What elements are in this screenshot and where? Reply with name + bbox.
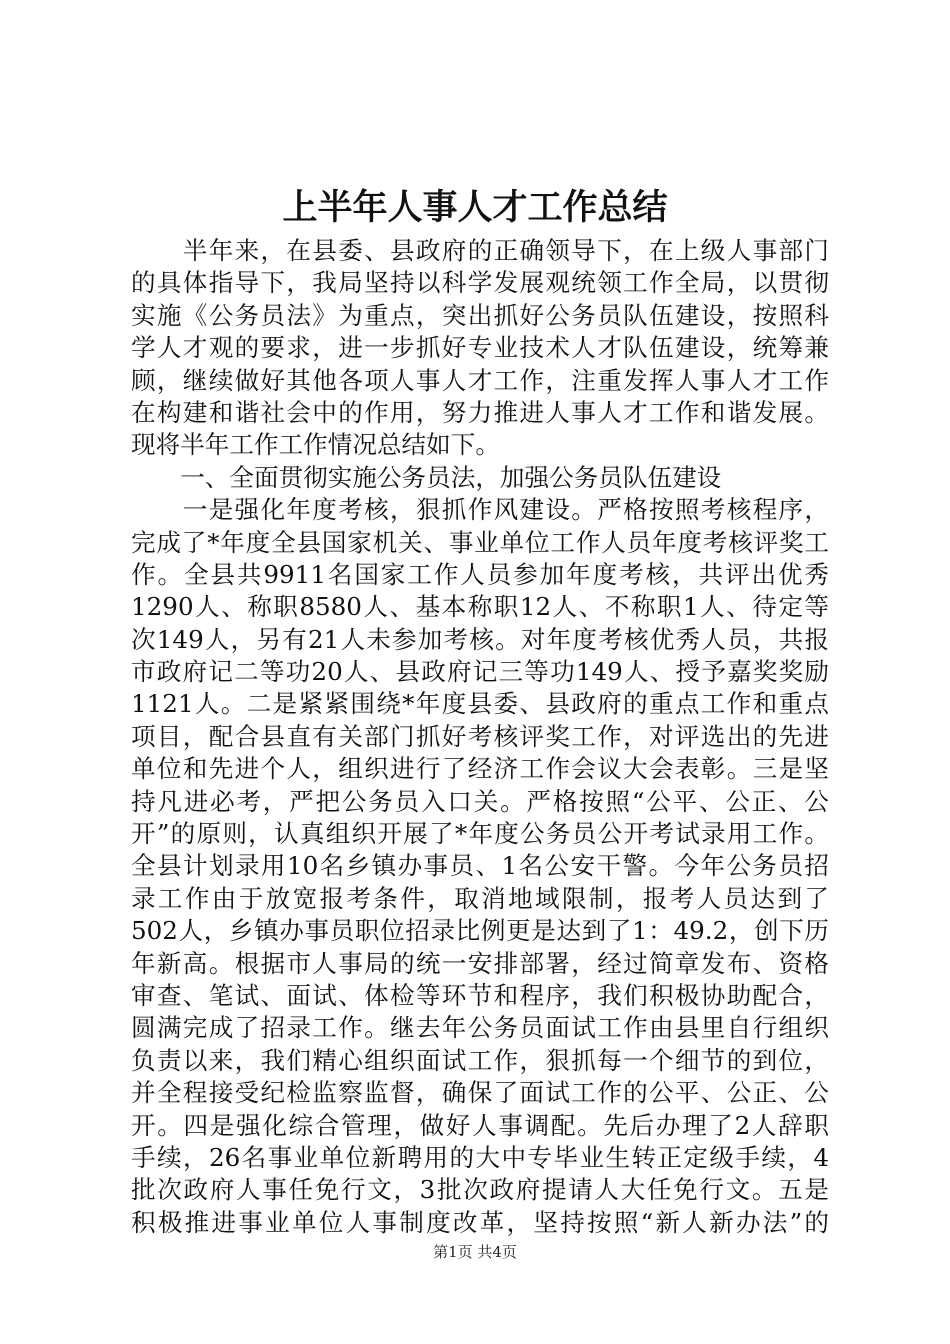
- document-title: 上半年人事人才工作总结: [282, 187, 668, 228]
- document-body: [131, 235, 829, 1239]
- body-line: 502人，乡镇办事员职位招录比例更是达到了1：49.2，创下历: [131, 916, 829, 946]
- body-line: 积极推进事业单位人事制度改革，坚持按照“新人新办法”的: [131, 1207, 829, 1237]
- body-line: 半年来，在县委、县政府的正确领导下，在上级人事部门: [131, 236, 829, 265]
- body-line: 1290人、称职8580人、基本称职12人、不称职1人、待定等: [131, 592, 829, 622]
- section-heading: 一、全面贯彻实施公务员法，加强公务员队伍建设: [131, 462, 722, 492]
- body-line: 作。全县共9911名国家工作人员参加年度考核，共评出优秀: [131, 559, 829, 589]
- body-line: 开”的原则，认真组织开展了*年度公务员公开考试录用工作。: [131, 819, 829, 849]
- body-line: 手续，26名事业单位新聘用的大中专毕业生转正定级手续，4: [131, 1142, 829, 1172]
- body-line: 现将半年工作工作情况总结如下。: [131, 430, 500, 460]
- body-line: 市政府记二等功20人、县政府记三等功149人、授予嘉奖奖励: [131, 657, 829, 687]
- body-line: 负责以来，我们精心组织面试工作，狠抓每一个细节的到位，: [131, 1045, 829, 1075]
- page-footer: 第1页 共4页: [433, 1243, 517, 1261]
- body-line: 完成了*年度全县国家机关、事业单位工作人员年度考核评奖工: [131, 527, 829, 557]
- body-line: 开。四是强化综合管理，做好人事调配。先后办理了2人辞职: [131, 1110, 829, 1140]
- body-line: 年新高。根据市人事局的统一安排部署，经过简章发布、资格: [131, 948, 829, 978]
- body-line: 全县计划录用10名乡镇办事员、1名公安干警。今年公务员招: [131, 851, 829, 881]
- body-line: 顾，继续做好其他各项人事人才工作，注重发挥人事人才工作: [131, 365, 829, 395]
- body-line: 实施《公务员法》为重点，突出抓好公务员队伍建设，按照科: [131, 300, 829, 330]
- body-line: 项目，配合县直有关部门抓好考核评奖工作，对评选出的先进: [131, 721, 829, 751]
- body-line: 并全程接受纪检监察监督，确保了面试工作的公平、公正、公: [131, 1078, 829, 1108]
- body-line: 学人才观的要求，进一步抓好专业技术人才队伍建设，统筹兼: [131, 333, 829, 363]
- body-line: 单位和先进个人，组织进行了经济工作会议大会表彰。三是坚: [131, 754, 829, 784]
- body-line: 审查、笔试、面试、体检等环节和程序，我们积极协助配合，: [131, 980, 829, 1010]
- body-line: 一是强化年度考核，狠抓作风建设。严格按照考核程序，: [131, 495, 829, 525]
- body-line: 批次政府人事任免行文，3批次政府提请人大任免行文。五是: [131, 1175, 829, 1205]
- body-line: 的具体指导下，我局坚持以科学发展观统领工作全局，以贯彻: [131, 268, 829, 298]
- body-line: 在构建和谐社会中的作用，努力推进人事人才工作和谐发展。: [131, 397, 829, 427]
- body-line: 次149人，另有21人未参加考核。对年度考核优秀人员，共报: [131, 624, 829, 654]
- body-line: 录工作由于放宽报考条件，取消地域限制，报考人员达到了: [131, 883, 829, 913]
- body-line: 圆满完成了招录工作。继去年公务员面试工作由县里自行组织: [131, 1013, 829, 1043]
- body-line: 1121人。二是紧紧围绕*年度县委、县政府的重点工作和重点: [131, 689, 829, 719]
- body-line: 持凡进必考，严把公务员入口关。严格按照“公平、公正、公: [131, 786, 829, 816]
